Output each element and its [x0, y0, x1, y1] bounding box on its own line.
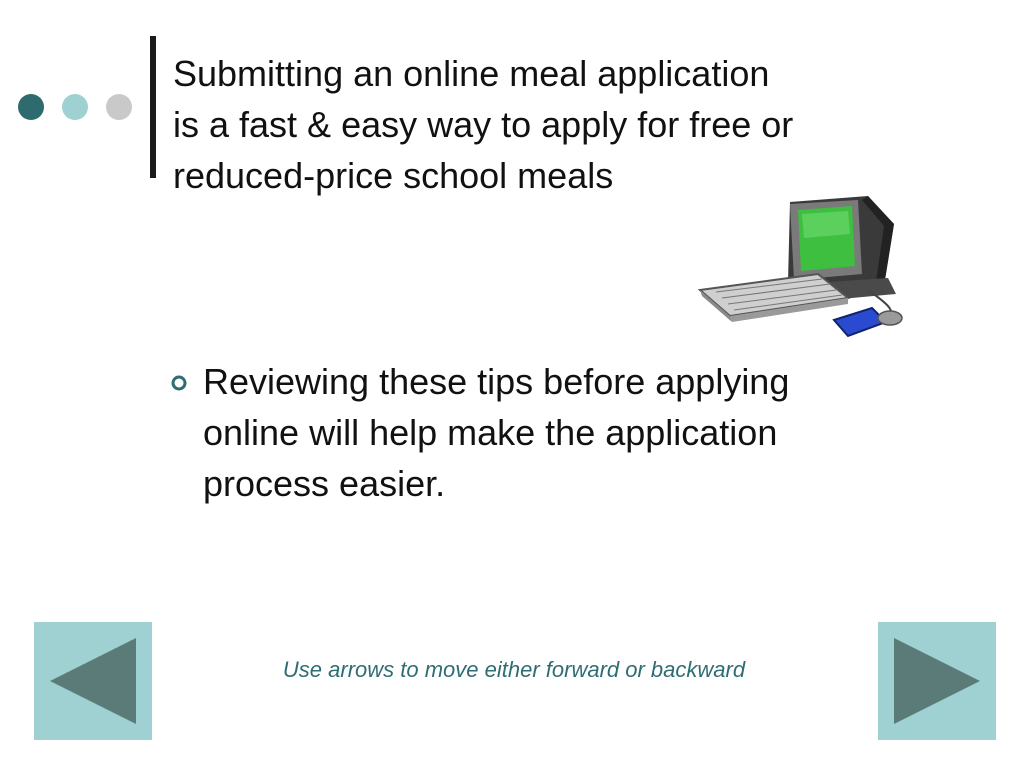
decorative-dots: [18, 94, 132, 120]
dot-light: [62, 94, 88, 120]
arrow-left-icon: [34, 622, 152, 740]
bullet-text: [203, 356, 923, 509]
forward-button[interactable]: [878, 622, 996, 740]
dot-dark: [18, 94, 44, 120]
title-line: reduced-price school meals: [173, 155, 614, 196]
title-divider: [150, 36, 156, 178]
back-button[interactable]: [34, 622, 152, 740]
ring-bullet-icon: [170, 374, 188, 392]
bullet-line: online will help make the application: [203, 412, 778, 453]
page-title: [173, 48, 933, 201]
bullet-line: Reviewing these tips before applying: [203, 361, 790, 402]
arrow-right-icon: [878, 622, 996, 740]
dot-gray: [106, 94, 132, 120]
computer-icon: [698, 194, 908, 344]
title-line: is a fast & easy way to apply for free or: [173, 104, 794, 145]
bullet-line: process easier.: [203, 463, 446, 504]
navigation-hint: Use arrows to move either forward or backward: [282, 657, 746, 682]
title-line: Submitting an online meal application: [173, 53, 770, 94]
